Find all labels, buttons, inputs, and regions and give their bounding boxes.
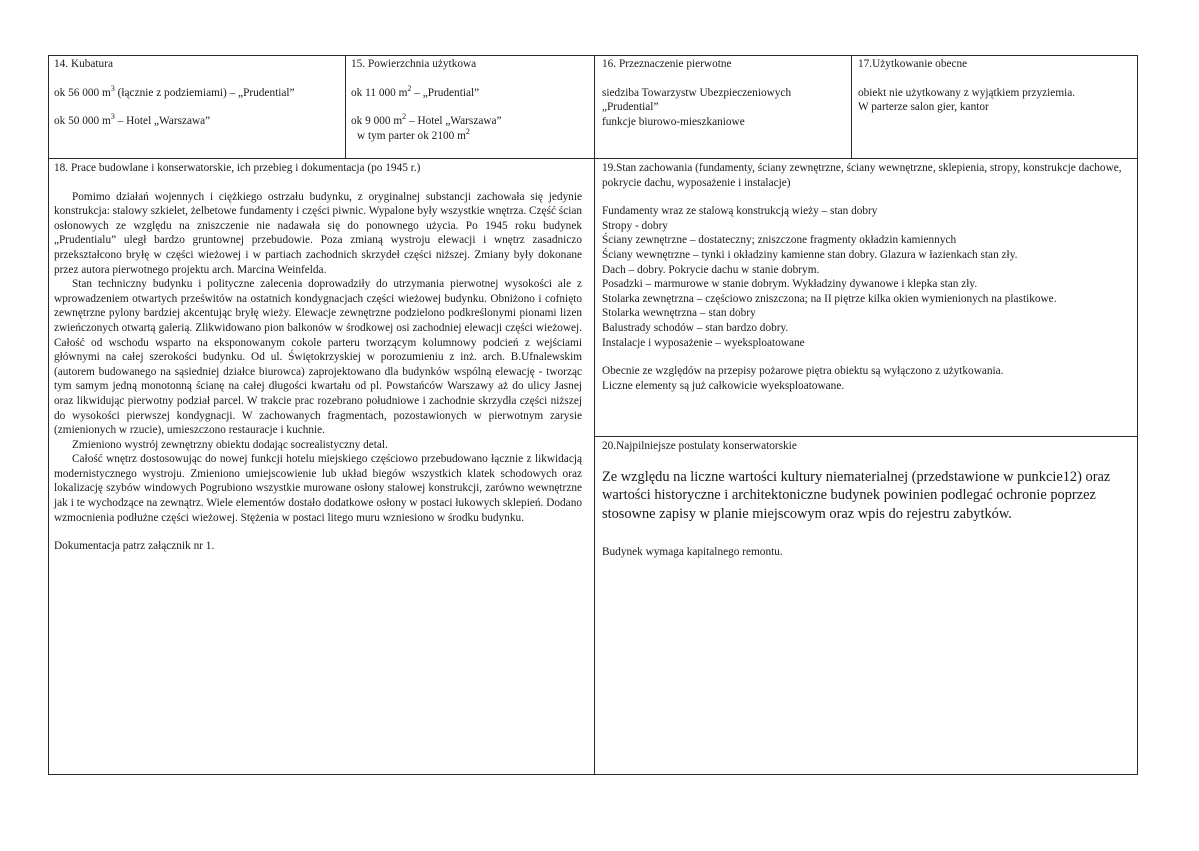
paragraph: Zmieniono wystrój zewnętrzny obiektu dodając socrealistyczny detal. (72, 438, 388, 451)
area-hotel: ok 9 000 $m^2$ – Hotel „Warszawa” (351, 112, 502, 128)
right-border (1137, 55, 1138, 774)
list-item: Stolarka zewnętrzna – częściowo zniszczona; na II piętrze kilka okien wymienionych na plastikowe. (602, 292, 1057, 305)
area-ground-floor: w tym parter ok 2100 $m^2$ (357, 127, 470, 142)
current-use-2: W parterze salon gier, kantor (858, 101, 989, 114)
list-item: Dach – dobry. Pokrycie dachu w stanie dobrym. (602, 263, 820, 276)
cell-label: 18. Prace budowlane i konserwatorskie, ich przebieg i dokumentacja (po 1945 r.) (54, 162, 421, 174)
condition-list (602, 204, 1132, 350)
list-item: Stropy - dobry (602, 219, 668, 232)
works-description (54, 190, 582, 526)
paragraph: Stan techniczny budynku i polityczne zalecenia doprowadziły do utrzymania pierwotnej wysokości ale z wprowadzeniem otwartych prześwitów na ostatnich kondygnacjach części wieżowej budynku. Obniżono i cofnięto zewnętrzne pylony bardziej akcentując bryłę wieży. Elewacje zewnętrzne podzielono podkreślonymi pionami lizen zwieńczonych otwartą galerią. Zlikwidowano pion balkonów w środkowej osi zachodniej elewacji części wieżowej. Całość od wschodu wsparto na eksponowanym cokole parteru tworzącym kolumnowy podcień z wejściami głównymi na całej szerokości budynku. Od ul. Świętokrzyskiej w porozumieniu z inż. arch. B.Ufnalewskim (autorem budowanego na sąsiedniej działce biurowca) zaprojektowano dla budynków wspólną elewację - tworząc tym samym jedną monotonną ścianę na całej długości kwartału od pl. Powstańców Warszawy aż do ulicy Jasnej oraz likwidując pierwotny podział parcel. W trakcie prac rozebrano południowe i zachodnie skrzydła części niższej do wysokości pierwszej kondygnacji. W zachowanych fragmentach, pozostawionych w pierwotnym zarysie (zmienionych w rzucie), umieszczono restauracje i kuchnie. (54, 278, 582, 437)
area-prudential: ok 11 000 $m^2$ – „Prudential” (351, 83, 480, 99)
cell-uzytkowanie (858, 57, 1134, 115)
cell-przeznaczenie (602, 57, 848, 129)
cell-prace-budowlane (54, 161, 582, 554)
list-item: Balustrady schodów – stan bardzo dobry. (602, 321, 789, 334)
cell-powierzchnia (351, 57, 591, 143)
wear-note: Liczne elementy są już całkowicie wyeksploatowane. (602, 379, 845, 392)
bottom-border (48, 774, 1138, 775)
cell-label: 15. Powierzchnia użytkowa (351, 58, 477, 70)
cell-stan-zachowania (602, 161, 1132, 393)
volume-hotel: ok 50 000 $m^3$ – Hotel „Warszawa” (54, 112, 211, 128)
cell-label: 16. Przeznaczenie pierwotne (602, 58, 732, 70)
cell-kubatura (54, 57, 342, 129)
documentation-note: Dokumentacja patrz załącznik nr 1. (54, 540, 215, 553)
list-item: Fundamenty wraz ze stalową konstrukcją wieży – stan dobry (602, 205, 878, 218)
cell-label: 19.Stan zachowania (fundamenty, ściany zewnętrzne, ściany wewnętrzne, sklepienia, stropy, konstrukcje dachowe, pokrycie dachu, wyposażenie i instalacje) (602, 162, 1122, 189)
conservation-postulate: Ze względu na liczne wartości kultury niematerialnej (przedstawione w punkcie12) oraz wartości historyczne i architektoniczne budynek powinien podlegać ochronie poprzez stosowne zapisy w planie miejscowym oraz wpis do rejestru zabytków. (602, 468, 1111, 522)
cell-19-20-divider (594, 436, 1138, 437)
list-item: Stolarka wewnętrzna – stan dobry (602, 307, 756, 320)
volume-prudential: ok 56 000 $m^3$ (łącznie z podziemiami) – „Prudential” (54, 83, 295, 99)
row-divider (48, 158, 1138, 159)
paragraph: Pomimo działań wojennych i ciężkiego ostrzału budynku, z oryginalnej substancji zachowała się jedynie konstrukcja: stalowy szkielet, żelbetowe fundamenty i części piwnic. Wypalone były wszystkie wnętrza. Część ścian osłonowych ze względu na zniszczenie nie nadawała się do ponownego użycia. Po 1945 roku budynek „Prudentialu” uległ bardzo gruntownej przebudowie. Poza zmianą wystroju elewacji i wnętrz zasadniczo przekształcono bryłę w części wieżowej i w partiach zachodnich skrzydeł części niższej. Zmiany były dokonane przez autora pierwotnego projektu arch. Marcina Weinfelda. (54, 190, 583, 276)
col-16-17-divider (851, 55, 852, 158)
fire-regulation-note: Obecnie ze względów na przepisy pożarowe piętra obiektu są wyłączono z użytkowania. (602, 365, 1004, 378)
cell-label: 20.Najpilniejsze postulaty konserwatorskie (602, 440, 797, 452)
cell-label: 14. Kubatura (54, 58, 113, 70)
original-purpose-3: funkcje biurowo-mieszkaniowe (602, 115, 745, 128)
col-15-16-divider (594, 55, 595, 158)
cell-postulaty (602, 439, 1132, 560)
renovation-note: Budynek wymaga kapitalnego remontu. (602, 546, 783, 559)
list-item: Ściany wewnętrzne – tynki i okładziny kamienne stan dobry. Glazura w łazienkach stan zły. (602, 248, 1018, 261)
col-14-15-divider (345, 55, 346, 158)
cell-label: 17.Użytkowanie obecne (858, 58, 968, 70)
original-purpose-1: siedziba Towarzystw Ubezpieczeniowych (602, 86, 792, 99)
original-purpose-2: „Prudential” (602, 101, 659, 114)
current-use-1: obiekt nie użytkowany z wyjątkiem przyziemia. (858, 86, 1076, 99)
list-item: Posadzki – marmurowe w stanie dobrym. Wykładziny dywanowe i klepka stan zły. (602, 278, 978, 291)
col-18-19-divider (594, 158, 595, 774)
top-border (48, 55, 1138, 56)
left-border (48, 55, 49, 774)
list-item: Ściany zewnętrzne – dostateczny; zniszczone fragmenty okładzin kamiennych (602, 234, 957, 247)
list-item: Instalacje i wyposażenie – wyeksploatowane (602, 336, 805, 349)
paragraph: Całość wnętrz dostosowując do nowej funkcji hotelu miejskiego częściowo przebudowano łącznie z likwidacją modernistycznego wystroju. Zmieniono umiejscowienie lub układ biegów wszystkich klatek schodowych oraz lokalizację szybów windowych Pogrubiono wszystkie murowane osłony stalowej konstrukcji, zarówno wewnętrzne jak i te wychodzące na zewnątrz. Wiele elementów dostało dodatkowe osłony w postaci łukowych sklepień. Dodano wzmocnienia podłużne części wieżowej. Stężenia w postaci litego muru wzniesiono w środku budynku. (54, 453, 582, 524)
